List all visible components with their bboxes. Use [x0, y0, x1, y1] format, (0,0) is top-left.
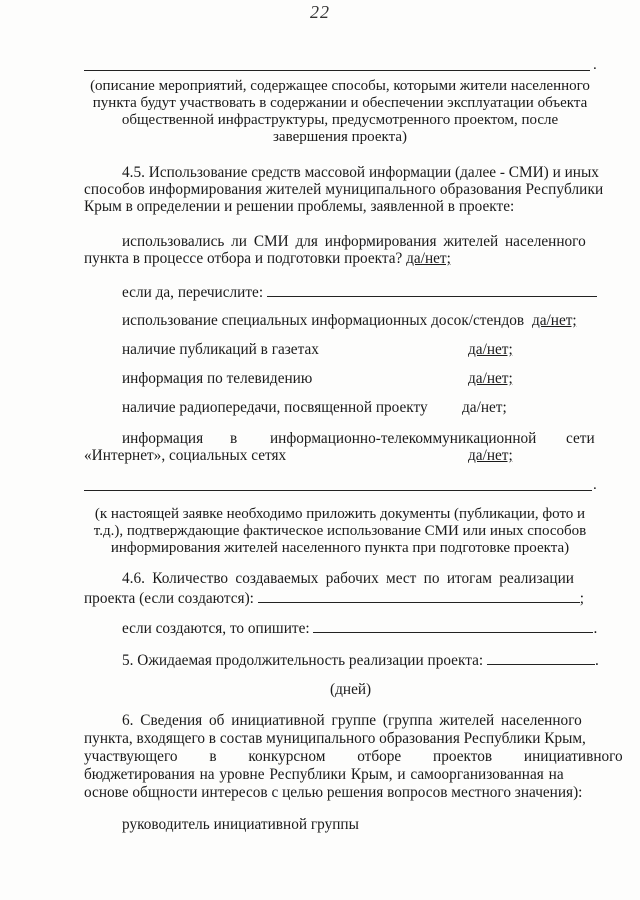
- section-4-6-line2-text: проекта (если создаются):: [84, 590, 254, 607]
- page-number: 22: [310, 2, 330, 22]
- duration-dot: .: [594, 652, 599, 669]
- section-6-line4: бюджетирования на уровне Республики Крым, и самоорганизованная на: [84, 766, 564, 783]
- section-4-6-line3: [122, 618, 597, 637]
- duration-field[interactable]: [487, 650, 595, 665]
- q-internet-answer[interactable]: да/нет;: [468, 447, 513, 464]
- section-4-6-line1: 4.6. Количество создаваемых рабочих мест по итогам реализации: [122, 570, 574, 587]
- section-6-leader: руководитель инициативной группы: [122, 816, 359, 833]
- q-list-field[interactable]: [267, 282, 597, 297]
- section-5: [122, 650, 599, 669]
- q-newspapers-answer[interactable]: да/нет;: [468, 341, 513, 358]
- q-tv-answer[interactable]: да/нет;: [468, 370, 513, 387]
- section-4-6-semicolon: ;: [579, 590, 584, 607]
- top-fill-dot: .: [593, 57, 597, 73]
- section-4-5-line1: 4.5. Использование средств массовой информации (далее - СМИ) и иных: [122, 164, 599, 181]
- caption-mid-line2: т.д.), подтверждающие фактическое использование СМИ или иных способов: [93, 523, 587, 539]
- caption-top-line3: общественной инфраструктуры, предусмотренного проектом, после: [121, 112, 559, 128]
- q-internet-w1: информация: [122, 430, 204, 447]
- section-4-5-line3: Крым в определении и решении проблемы, заявленной в проекте:: [84, 198, 515, 215]
- section-5-label: 5. Ожидаемая продолжительность реализации проекта:: [122, 652, 484, 669]
- top-fill-line[interactable]: [84, 70, 590, 71]
- q-media-answer[interactable]: да/нет;: [406, 250, 451, 267]
- caption-top-line1: (описание мероприятий, содержащее способы, которыми жители населенного: [90, 78, 590, 94]
- mid-fill-dot: .: [593, 477, 597, 493]
- q-boards-answer[interactable]: да/нет;: [531, 312, 577, 329]
- q-newspapers-label: наличие публикаций в газетах: [122, 341, 319, 358]
- section-5-unit: (дней): [330, 681, 372, 698]
- q-list-label: если да, перечислите:: [122, 284, 264, 301]
- section-4-6-line3-text: если создаются, то опишите:: [122, 620, 310, 637]
- jobs-describe-field[interactable]: [313, 618, 593, 633]
- section-6-line1: 6. Сведения об инициативной группе (группа жителей населенного: [122, 712, 582, 729]
- q-internet-w4: сети: [566, 430, 595, 447]
- q-radio-answer[interactable]: да/нет;: [462, 399, 507, 416]
- q-internet-line2: «Интернет», социальных сетях: [84, 447, 287, 464]
- caption-top-line2: пункта будут участвовать в содержании и обеспечении эксплуатации объекта: [92, 95, 588, 111]
- jobs-count-field[interactable]: [258, 588, 580, 603]
- jobs-describe-dot: .: [593, 620, 598, 637]
- q-boards: [122, 312, 577, 329]
- q-list: [122, 282, 597, 301]
- caption-top-line4: завершения проекта): [273, 129, 407, 145]
- q-boards-label: использование специальных информационных досок/стендов: [122, 312, 525, 329]
- section-4-6-line2: [84, 588, 584, 607]
- section-6-line3: участвующего в конкурсном отборе проектов инициативного: [84, 748, 623, 765]
- caption-mid: [84, 506, 596, 557]
- mid-fill-line[interactable]: [84, 490, 592, 491]
- caption-mid-line3: информирования жителей населенного пункта при подготовке проекта): [110, 540, 570, 556]
- caption-top: [84, 78, 596, 146]
- caption-mid-line1: (к настоящей заявке необходимо приложить документы (публикации, фото и: [94, 506, 586, 522]
- q-radio-label: наличие радиопередачи, посвященной проекту: [122, 399, 428, 416]
- q-internet-w2: в: [230, 430, 238, 447]
- section-4-5-line2: способов информирования жителей муниципального образования Республики: [84, 181, 604, 198]
- q-media-line2: [84, 250, 451, 267]
- q-media-line2-text: пункта в процессе отбора и подготовки проекта?: [84, 250, 403, 267]
- q-tv-label: информация по телевидению: [122, 370, 313, 387]
- q-internet-w3: информационно-телекоммуникационной: [270, 430, 537, 447]
- section-6-line2: пункта, входящего в состав муниципального образования Республики Крым,: [84, 730, 586, 747]
- q-media-line1: использовались ли СМИ для информирования жителей населенного: [122, 233, 586, 250]
- section-6-line5: основе общности интересов с целью решения вопросов местного значения):: [84, 784, 583, 801]
